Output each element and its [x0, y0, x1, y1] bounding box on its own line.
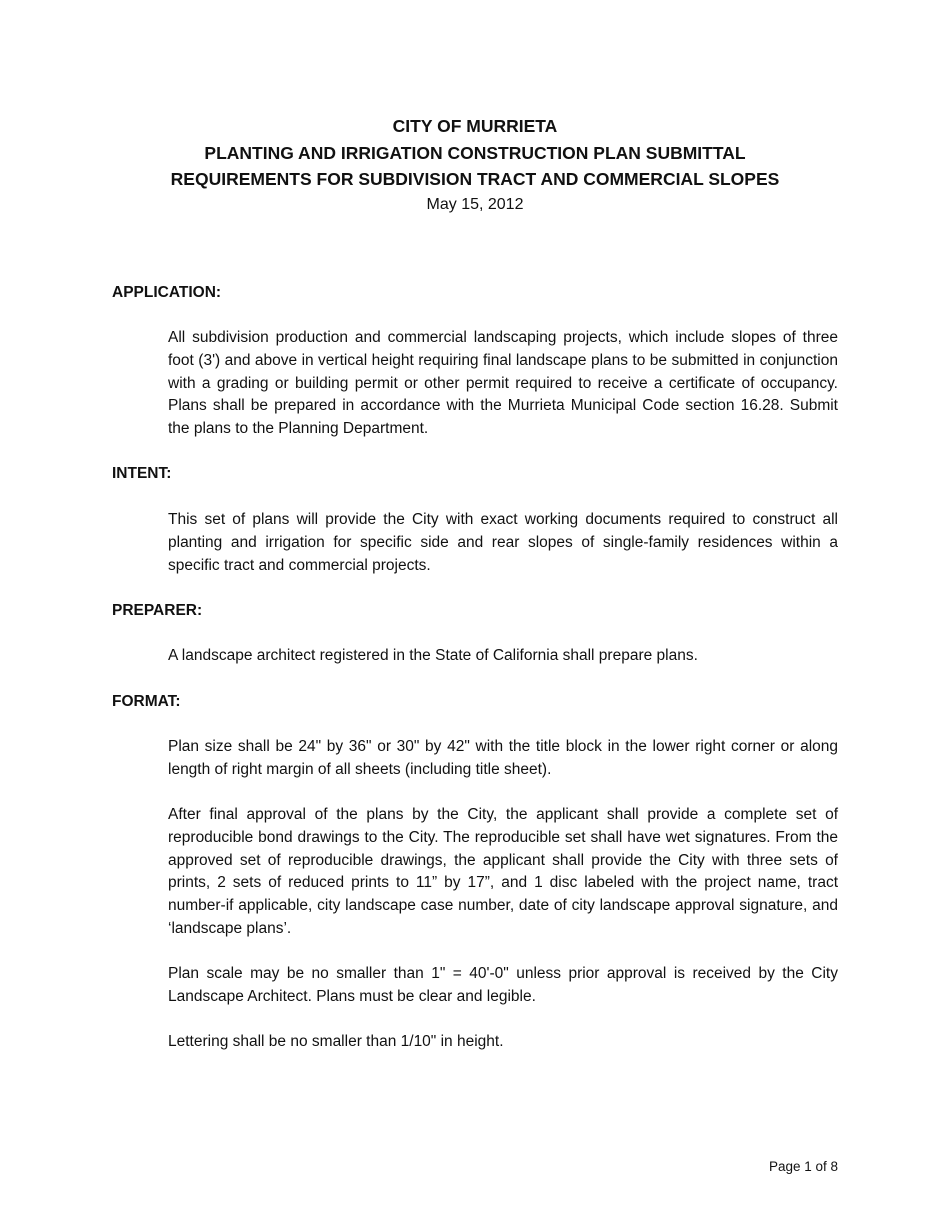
preparer-heading: PREPARER: — [112, 602, 203, 619]
page-number: Page 1 of 8 — [768, 1159, 838, 1174]
intent-heading: INTENT: — [112, 465, 172, 482]
format-paragraph-approval: After final approval of the plans by the City, the applicant shall provide a complete set of reproducible bond drawings to the City. The reproducible set shall have wet signatures. From the approved set of reproducible drawings, the applicant shall provide the City with three sets of prints, 2 sets of reduced prints to 11” by 17”, and 1 disc labeled with the project name, tract number-if applicable, city landscape case number, date of city landscape approval signature, and ‘landscape plans’. — [168, 806, 838, 937]
intent-body: This set of plans will provide the City with exact working documents required to construct all planting and irrigation for specific side and rear slopes of single-family residences within a specific tract and commercial projects. — [168, 511, 838, 574]
header-city-title: CITY OF MURRIETA — [392, 116, 558, 136]
header-document-subtitle: REQUIREMENTS FOR SUBDIVISION TRACT AND COMMERCIAL SLOPES — [170, 169, 780, 189]
document-header — [0, 113, 950, 217]
format-heading: FORMAT: — [112, 693, 181, 710]
format-paragraph-plan-size: Plan size shall be 24" by 36" or 30" by 42" with the title block in the lower right corner or along length of right margin of all sheets (including title sheet). — [168, 738, 838, 778]
preparer-body: A landscape architect registered in the State of California shall prepare plans. — [168, 647, 698, 664]
format-paragraph-scale: Plan scale may be no smaller than 1" = 40'-0" unless prior approval is received by the City Landscape Architect. Plans must be clear and legible. — [168, 965, 838, 1005]
format-paragraph-lettering: Lettering shall be no smaller than 1/10" in height. — [168, 1033, 504, 1050]
application-body: All subdivision production and commercial landscaping projects, which include slopes of three foot (3') and above in vertical height requiring final landscape plans to be submitted in conjunction with a grading or building permit or other permit required to receive a certificate of occupancy. Plans shall be prepared in accordance with the Murrieta Municipal Code section 16.28. Submit the plans to the Planning Department. — [168, 329, 838, 438]
header-document-title: PLANTING AND IRRIGATION CONSTRUCTION PLAN SUBMITTAL — [204, 142, 746, 163]
header-date: May 15, 2012 — [426, 195, 524, 213]
application-heading: APPLICATION: — [112, 284, 222, 301]
